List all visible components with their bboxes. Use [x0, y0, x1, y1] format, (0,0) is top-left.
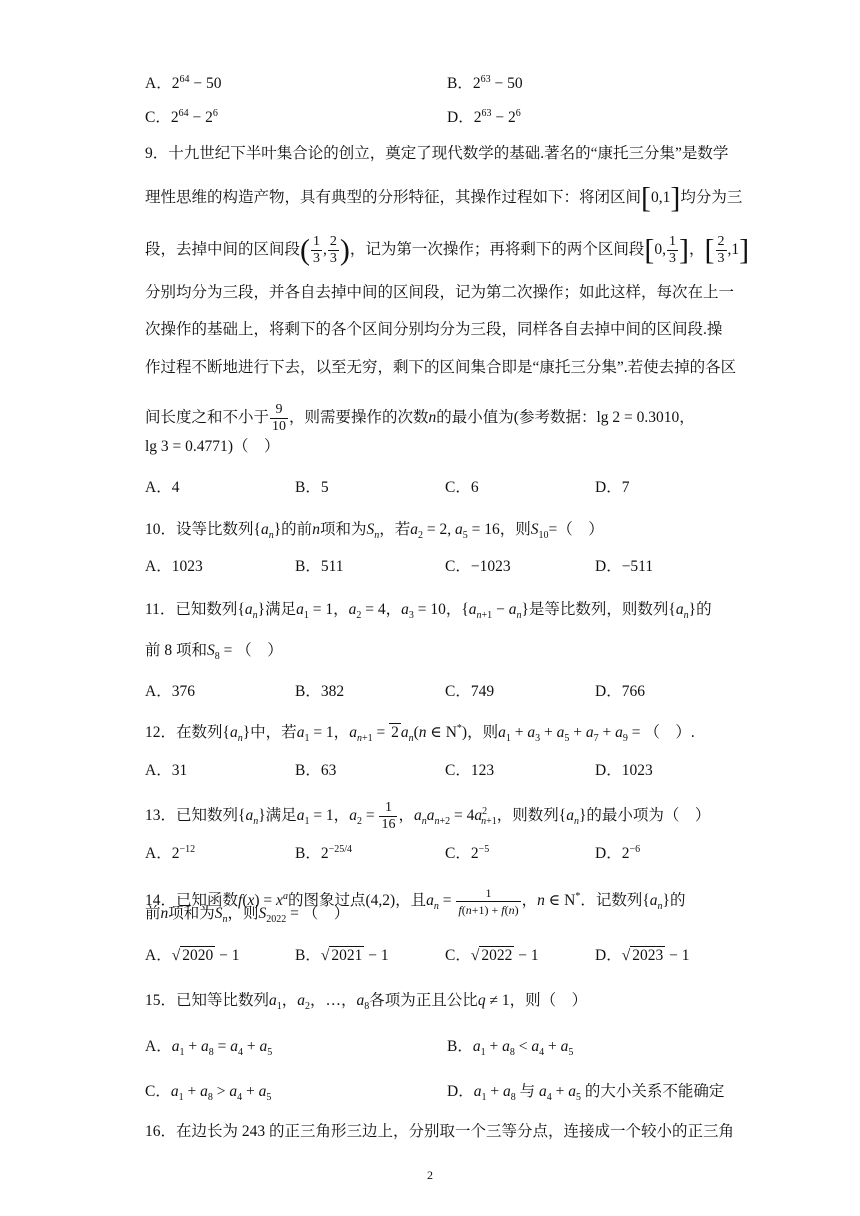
q11-stem: 11．已知数列$\{a_n\}$满足$a_1 = 1$，$a_2 = 4$，$a_3 = 10$，$\{a_{n+1} - a_n\}$是等比数列，则数列$\{a_n\}$的 — [145, 601, 712, 622]
q11-stem-line2: 前 8 项和$S_8$ = （ ） — [145, 642, 283, 663]
q11-option-d: D．766 — [595, 683, 645, 700]
q10-option-a: A．1023 — [145, 558, 203, 575]
q8-option-d: D．$2^{63} - 2^6$ — [447, 107, 521, 126]
q10-option-c: C．−1023 — [445, 558, 511, 575]
q12-option-b: B．63 — [295, 762, 337, 779]
q13-option-d: D．$2^{-6}$ — [595, 843, 641, 862]
q15-option-b: B．$a_1 + a_8 < a_4 + a_5$ — [447, 1038, 574, 1059]
q13-option-a: A．$2^{-12}$ — [145, 843, 196, 862]
q8-option-b: B．$2^{63} - 50$ — [447, 73, 523, 92]
q14-option-d: D．√ 2023 − 1 — [595, 947, 690, 964]
q12-option-c: C．123 — [445, 762, 495, 779]
q15-options-row2 — [145, 1081, 725, 1104]
q8-option-c: C．$2^{64} - 2^6$ — [145, 107, 218, 126]
q8-option-a: A．$2^{64} - 50$ — [145, 73, 222, 92]
q15-stem: 15．已知等比数列$a_1$，$a_2$，…，$a_8$各项为正且公比q ≠ 1，则（ ） — [145, 992, 588, 1013]
q12-option-d: D．1023 — [595, 762, 653, 779]
q9-line4: 分别均分为三段，并各自去掉中间的区间段，记为第二次操作；如此这样，每次在上一 — [145, 284, 735, 301]
q11-options — [145, 681, 718, 703]
q8-options-row2 — [145, 107, 718, 129]
q15-option-a: A．$a_1 + a_8 = a_4 + a_5$ — [145, 1038, 273, 1059]
q15-option-d: D．$a_1 + a_8$ 与 $a_4 + a_5$ 的大小关系不能确定 — [447, 1083, 725, 1104]
q10-option-b: B．511 — [295, 558, 344, 575]
q9-line1: 9．十九世纪下半叶集合论的创立，奠定了现代数学的基础.著名的“康托三分集”是数学 — [145, 145, 729, 162]
q13-option-b: B．$2^{-25/4}$ — [295, 843, 353, 862]
q15-options-row1 — [145, 1036, 718, 1058]
q9-line2: 理性思维的构造产物，具有典型的分形特征，其操作过程如下：将闭区间[0,1]均分为三 — [145, 181, 743, 215]
q9-option-a: A．4 — [145, 479, 180, 496]
q10-option-d: D．−511 — [595, 558, 654, 575]
q14-option-c: C．√ 2022 − 1 — [445, 947, 539, 964]
q8-options-row1 — [145, 73, 718, 95]
q9-line8: lg 3 = 0.4771)（ ） — [145, 438, 280, 455]
q12-option-a: A．31 — [145, 762, 188, 779]
q16-stem: 16．在边长为 243 的正三角形三边上，分别取一个三等分点，连接成一个较小的正三角 — [145, 1123, 735, 1140]
q14-options — [145, 945, 718, 967]
q11-option-b: B．382 — [295, 683, 345, 700]
q14-option-a: A．√ 2020 − 1 — [145, 947, 240, 964]
page-number: 2 — [427, 1168, 433, 1182]
q12-stem: 12．在数列$\{a_n\}$中，若$a_1 = 1$，$a_{n+1} = 2$ $a_n(n$ ∈ N*)，则$a_1 + a_3 + a_5 + a_7 + a_9$ = （ ）. — [145, 722, 695, 745]
q9-line7: 间长度之和不小于 $\frac{9}{10}$ ，则需要操作的次数n的最小值为(参考数据：lg 2 = 0.3010， — [145, 402, 695, 434]
q13-options — [145, 843, 718, 865]
q11-option-c: C．749 — [445, 683, 495, 700]
q9-option-c: C．6 — [445, 479, 479, 496]
q14-option-b: B．√ 2021 − 1 — [295, 947, 389, 964]
q14-stem-line2: 前n项和为$S_n$，则$S_{2022}$ = （ ） — [145, 905, 350, 926]
q13-option-c: C．$2^{-5}$ — [445, 843, 490, 862]
q10-options — [145, 556, 718, 578]
q9-options — [145, 477, 718, 499]
q9-line3: 段，去掉中间的区间段( $\frac{1}{3}$ , $\frac{2}{3}$ )，记为第一次操作；再将剩下的两个区间段[0, $\frac{1}{3}$ ]，[ $\frac{2}{3}$ ,1] — [145, 233, 750, 267]
q15-option-c: C．$a_1 + a_8 > a_4 + a_5$ — [145, 1083, 272, 1104]
q9-line5: 次操作的基础上，将剩下的各个区间分别均分为三段，同样各自去掉中间的区间段.操 — [145, 321, 723, 338]
q11-option-a: A．376 — [145, 683, 195, 700]
q9-line6: 作过程不断地进行下去，以至无穷，剩下的区间集合即是“康托三分集”.若使去掉的各区 — [145, 359, 737, 376]
q13-stem: 13．已知数列$\{a_n\}$满足$a_1 = 1$，$a_2$ = $\frac{1}{16}$ ，$a_na_{n+2} = 4a^2_{n+1}$，则数列$\{a_n\}$的最小项为（ ） — [145, 800, 711, 832]
q9-option-d: D．7 — [595, 479, 630, 496]
q10-stem: 10．设等比数列$\{a_n\}$的前n项和为$S_n$，若$a_2 = 2$, $a_5 = 16$，则$S_{10}=$（ ） — [145, 521, 604, 542]
q14-stem: 14．已知函数$f(x) = x^a$的图象过点(4,2)，且$a_n$ = $\frac{1}{f(n+1) + f(n)}$ ，n ∈ N*．记数列$\{a_n\}$的 — [145, 886, 686, 917]
q12-options — [145, 760, 718, 782]
q9-option-b: B．5 — [295, 479, 329, 496]
